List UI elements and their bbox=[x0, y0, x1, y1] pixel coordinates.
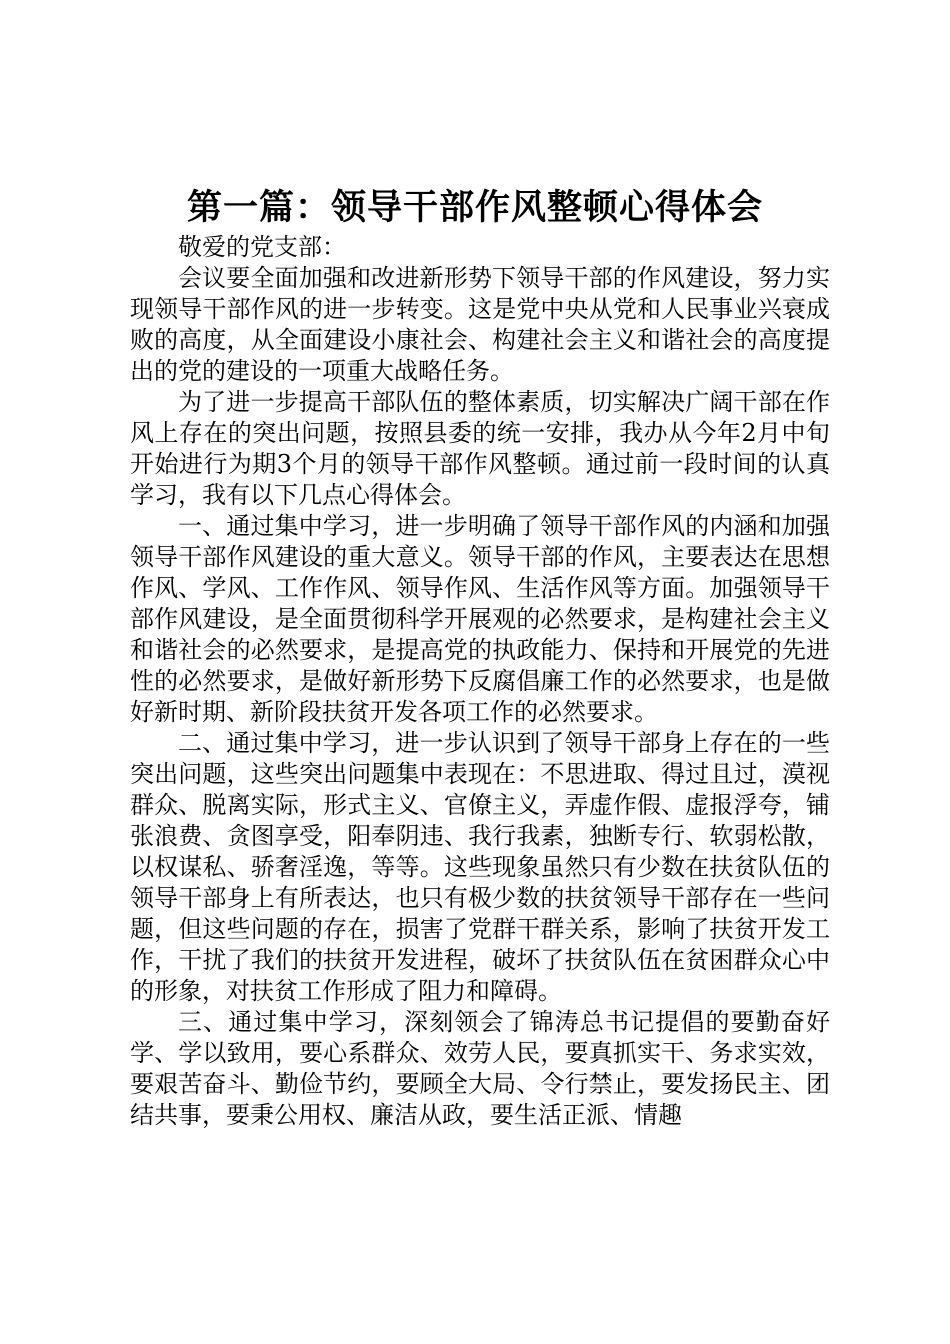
paragraph-1: 会议要全面加强和改进新形势下领导干部的作风建设，努力实现领导干部作风的进一步转变。这是党中央从党和人民事业兴衰成败的高度，从全面建设小康社会、构建社会主义和谐社会的高度提出的党的建设的一项重大战略任务。 bbox=[130, 264, 830, 385]
salutation: 敬爱的党支部： bbox=[178, 233, 346, 261]
document-title: 第一篇：领导干部作风整顿心得体会 bbox=[186, 187, 763, 228]
paragraph-3: 一、通过集中学习，进一步明确了领导干部作风的内涵和加强领导干部作风建设的重大意义。领导干部的作风，主要表达在思想作风、学风、工作作风、领导作风、生活作风等方面。加强领导干部作风建设，是全面贯彻科学开展观的必然要求，是构建社会主义和谐社会的必然要求，是提高党的执政能力、保持和开展党的先进性的必然要求，是做好新形势下反腐倡廉工作的必然要求，也是做好新时期、新阶段扶贫开发各项工作的必然要求。 bbox=[130, 512, 830, 726]
paragraph-4: 二、通过集中学习，进一步认识到了领导干部身上存在的一些突出问题，这些突出问题集中表现在：不思进取、得过且过，漠视群众、脱离实际，形式主义、官僚主义，弄虚作假、虚报浮夸，铺张浪费、贪图享受，阳奉阴违、我行我素，独断专行、软弱松散，以权谋私、骄奢淫逸，等等。这些现象虽然只有少数在扶贫队伍的领导干部身上有所表达，也只有极少数的扶贫领导干部存在一些问题，但这些问题的存在，损害了党群干群关系，影响了扶贫开发工作，干扰了我们的扶贫开发进程，破坏了扶贫队伍在贫困群众心中的形象，对扶贫工作形成了阻力和障碍。 bbox=[130, 729, 830, 1005]
paragraph-5: 三、通过集中学习，深刻领会了锦涛总书记提倡的要勤奋好学、学以致用，要心系群众、效劳人民，要真抓实干、务求实效，要艰苦奋斗、勤俭节约，要顾全大局、令行禁止，要发扬民主、团结共事，要秉公用权、廉洁从政，要生活正派、情趣 bbox=[130, 1008, 830, 1129]
paragraph-2: 为了进一步提高干部队伍的整体素质，切实解决广阔干部在作风上存在的突出问题，按照县委的统一安排，我办从今年2月中旬开始进行为期3个月的领导干部作风整顿。通过前一段时间的认真学习，我有以下几点心得体会。 bbox=[130, 388, 830, 509]
document-body bbox=[130, 232, 830, 1131]
